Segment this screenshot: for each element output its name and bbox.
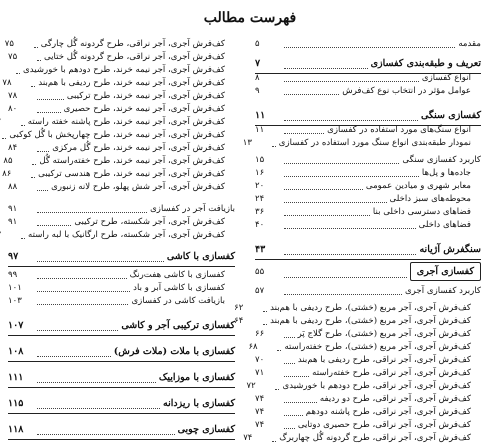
toc-entry-page: ۹۱: [8, 204, 18, 214]
toc-entry: [255, 367, 481, 380]
toc-entry: [3, 155, 235, 168]
toc-entry-page: ۱۱۱: [8, 372, 24, 383]
toc-entry: [8, 421, 235, 438]
toc-entry-title: کف‌فرش آجری، آجر نیمه خرند، طرح خفته‌راسته گُل: [39, 156, 225, 166]
toc-entry: [246, 380, 481, 393]
dot-leader: [284, 68, 368, 69]
toc-entry-title: کف‌فرش آجری، آجر نراقی، طرح گردونه گُل چهاربرگ: [279, 433, 471, 443]
dot-leader: [284, 428, 295, 429]
toc-entry-title: کف‌فرش آجری، آجر مربع (خشتی)، طرح ردیفی با هم‌بند: [270, 303, 471, 313]
toc-entry-page: ۷۸: [8, 91, 18, 101]
dot-leader: [284, 94, 339, 95]
toc-entry-title: کف‌فرش آجری، آجر نیمه خرند، طرح گُل مرکزی: [52, 143, 225, 153]
toc-entry-title: کف‌فرش آجری، آجر نراقی، طرح گردونه گُل ختایی: [43, 52, 225, 62]
toc-entry-title: نمودار طبقه‌بندی انواع سنگ مورد استفاده در کفسازی: [278, 138, 471, 148]
dot-leader: [284, 376, 309, 377]
dot-leader: [37, 330, 118, 331]
toc-entry-page: ۸۸: [8, 182, 18, 192]
toc-entry: [248, 341, 481, 354]
toc-entry-page: ۱۱: [255, 110, 266, 121]
toc-entry: [255, 72, 481, 85]
toc-entry-title: کف‌فرش آجری، آجر نیمه خرند، طرح حصیری: [63, 104, 225, 114]
toc-entry-page: ۷۱: [255, 368, 265, 378]
toc-entry-page: ۷۲: [246, 381, 256, 391]
dot-leader: [284, 277, 407, 278]
dot-leader: [284, 120, 418, 121]
toc-entry: [8, 116, 235, 129]
toc-entry-title: کاربرد کفسازی آجری: [404, 286, 481, 296]
toc-entry: [255, 167, 481, 180]
toc-entry: [255, 219, 481, 232]
toc-entry: [255, 393, 481, 406]
toc-entry-title: کف‌فرش آجری، آجر مربع (خشتی)، طرح ردیفی با هم‌بند: [270, 316, 471, 326]
toc-entry-page: ۸۰: [8, 104, 18, 114]
dot-leader: [284, 176, 419, 177]
toc-entry: [8, 369, 235, 386]
toc-entry: [8, 317, 235, 334]
toc-entry: [8, 343, 235, 360]
dot-leader: [37, 382, 156, 383]
toc-entry-title: کفسازی ترکیبی آجر و کاشی: [121, 320, 235, 331]
toc-entry-title: سنگفرش آژیانه: [419, 244, 481, 255]
toc-entry-page: ۸۵: [3, 156, 13, 166]
toc-entry-title: کف‌فرش آجری، آجر شکسته، طرح ترکیبی: [74, 217, 225, 227]
toc-entry-page: ۳۶: [255, 207, 265, 217]
dot-leader: [284, 189, 363, 190]
toc-entry: [255, 38, 481, 51]
toc-entry-title: کف‌فرش آجری، آجر نیمه خرند، طرح هندسی ترکیبی: [38, 169, 225, 179]
dot-leader: [34, 47, 38, 48]
dot-leader: [31, 86, 35, 87]
dot-leader: [37, 225, 71, 226]
toc-entry-title: کفسازی سنگی: [420, 110, 481, 121]
toc-entry-page: ۱۰۱: [8, 283, 22, 293]
section-underline: [255, 259, 481, 260]
toc-entry: [255, 193, 481, 206]
toc-entry: [8, 203, 235, 216]
toc-entry-page: ۷۵: [7, 52, 18, 62]
toc-entry: [255, 406, 481, 419]
toc-entry-title: انواع کفسازی: [421, 73, 471, 83]
dot-leader: [2, 138, 6, 139]
dot-leader: [284, 228, 416, 229]
toc-entry-title: کف‌فرش آجری، آجر نیمه خرند، طرح ترکیبی: [66, 91, 225, 101]
toc-entry-title: کف‌فرش آجری، آجر نراقی، طرح دو ردیفه: [319, 394, 471, 404]
toc-entry-page: ۱۱۵: [8, 398, 24, 409]
toc-entry: [8, 181, 235, 194]
toc-entry: [8, 103, 235, 116]
toc-entry: [255, 328, 481, 341]
dot-leader: [37, 151, 49, 152]
toc-entry-page: ۶۸: [248, 342, 258, 352]
dot-leader: [284, 415, 303, 416]
section-underline: [8, 439, 235, 440]
toc-entry-page: [0, 64, 13, 77]
toc-entry-title: کف‌فرش آجری، آجر نراقی، طرح پاشنه دودهم: [305, 407, 471, 417]
toc-entry: [2, 168, 235, 181]
toc-entry-page: ۶۴: [234, 316, 244, 326]
toc-entry-title: مقدمه: [458, 39, 481, 49]
toc-entry-page: [0, 116, 18, 129]
toc-entry-page: ۲۴: [255, 194, 265, 204]
dot-leader: [272, 146, 276, 147]
dot-leader: [284, 254, 416, 255]
toc-entry-title: کف‌فرش آجری، آجر نراقی، طرح گردونه گُل چارگی: [40, 39, 225, 49]
toc-entry: [255, 124, 481, 137]
dot-leader: [275, 389, 279, 390]
dot-leader: [284, 47, 455, 48]
dot-leader: [37, 356, 111, 357]
section-underline: [8, 387, 235, 388]
toc-entry: [234, 302, 481, 315]
toc-entry: [8, 229, 235, 242]
toc-entry-title: کف‌فرش آجری، آجر نراقی، طرح ردیفی با هم‌بند: [297, 355, 471, 365]
dot-leader: [284, 294, 402, 295]
toc-entry-title: کف‌فرش آجری، آجر شش پهلو، طرح لانه زنبوری: [51, 182, 225, 192]
toc-entry-page: ۷۴: [255, 420, 265, 430]
toc-entry-title: کفسازی با ریزدانه: [163, 398, 235, 409]
dot-leader: [284, 402, 317, 403]
dot-leader: [37, 190, 48, 191]
toc-entry: [8, 395, 235, 412]
section-underline: [8, 361, 235, 362]
toc-entry-title: تعریف و طبقه‌بندی کفسازی: [370, 58, 481, 69]
toc-entry-title: معابر شهری و میادین عمومی: [365, 181, 471, 191]
toc-entry: [8, 216, 235, 229]
toc-entry-title: کف‌فرش آجری، آجر شکسته، طرح ارگانیک با لبه راسته: [28, 230, 225, 240]
toc-entry-page: ۵: [255, 39, 260, 49]
section-underline: [8, 266, 235, 267]
toc-entry-page: ۷: [255, 58, 261, 69]
page-title: فهرست مطالب: [203, 10, 297, 26]
toc-entry: [255, 419, 481, 432]
toc-entry-page: ۹: [255, 86, 260, 96]
toc-entry-title: کف‌فرش آجری، آجر نراقی، طرح دودهم با خورشیدی: [282, 381, 471, 391]
toc-entry: [8, 90, 235, 103]
toc-entry-title: کفسازی با کاشی آبر و باد: [133, 283, 225, 293]
toc-entry-title: کفسازی با کاشی: [166, 251, 235, 262]
toc-entry-page: ۵۵: [255, 267, 265, 277]
toc-entry-page: ۱۵: [255, 155, 265, 165]
toc-entry-page: ۱۰۷: [8, 320, 24, 331]
toc-entry-page: ۱۱: [255, 125, 265, 135]
toc-entry-page: ۵۷: [255, 286, 265, 296]
toc-entry: [8, 282, 235, 295]
toc-entry-page: ۷۸: [2, 78, 12, 88]
toc-entry: [243, 432, 481, 445]
toc-entry-title: کف‌فرش آجری، آجر نیمه خرند، طرح دودهم با خورشیدی: [23, 65, 225, 75]
toc-entry-page: ۹۱: [8, 217, 18, 227]
section-underline: [8, 335, 235, 336]
toc-entry-page: ۸۴: [8, 143, 18, 153]
dot-leader: [37, 408, 160, 409]
toc-entry: [2, 77, 235, 90]
toc-entry-title: فضاهای داخلی: [418, 220, 471, 230]
dot-leader: [263, 324, 267, 325]
toc-entry: [8, 248, 235, 265]
dot-leader: [284, 202, 387, 203]
toc-entry: [242, 137, 481, 150]
toc-entry-page: ۷۴: [255, 394, 265, 404]
toc-entry: [8, 269, 235, 282]
toc-entry: [234, 315, 481, 328]
toc-entry-title: محوطه‌های سبز داخلی: [389, 194, 471, 204]
toc-entry-title: کفسازی با کاشی هفت‌رنگ: [129, 270, 225, 280]
toc-entry-title: کفسازی با ملات (ملات فرش): [113, 346, 235, 357]
toc-entry: [8, 295, 235, 308]
toc-entry-title: کفسازی چوبی: [177, 424, 235, 435]
dot-leader: [284, 163, 399, 164]
dot-leader: [31, 177, 35, 178]
toc-entry: [255, 241, 481, 258]
toc-entry: [255, 85, 481, 98]
dot-leader: [37, 212, 147, 213]
toc-entry-title: کف‌فرش آجری، آجر نیمه خرند، طرح پاشنه خفته راسته: [27, 117, 225, 127]
toc-entry-title: کف‌فرش آجری، آجر نیمه خرند، طرح چهارپخش با گُل کوکبی: [9, 130, 225, 140]
toc-entry-page: ۲۰: [255, 181, 265, 191]
dot-leader: [37, 99, 64, 100]
toc-entry-title: کف‌فرش آجری، آجر مربع (خشتی)، طرح خفته‌راسته: [284, 342, 471, 352]
toc-entry-title: کاربرد کفسازی سنگی: [402, 155, 481, 165]
toc-entry-page: ۸: [255, 73, 260, 83]
dot-leader: [284, 215, 370, 216]
toc-entry-page: ۱۶: [255, 168, 265, 178]
toc-entry: [255, 107, 481, 124]
toc-entry-title: کفسازی آجری: [410, 262, 481, 281]
toc-entry-page: ۷۴: [255, 407, 265, 417]
section-underline: [8, 413, 235, 414]
toc-entry-title: بازیافت کاشی در کفسازی: [131, 296, 225, 306]
toc-entry-page: ۱۰۳: [8, 296, 22, 306]
toc-entry: [8, 51, 235, 64]
toc-entry: [8, 64, 235, 77]
dot-leader: [284, 363, 295, 364]
toc-entry-page: ۹۷: [8, 251, 19, 262]
toc-entry-page: ۶۶: [255, 329, 265, 339]
toc-entry-page: ۷۴: [243, 433, 253, 443]
toc-left-column: [2, 38, 235, 438]
toc-right-column: [234, 38, 481, 445]
dot-leader: [16, 73, 20, 74]
toc-entry-title: کفسازی با موزاییک: [158, 372, 235, 383]
toc-entry: [4, 38, 235, 51]
toc-entry: [255, 154, 481, 167]
dot-leader: [37, 60, 41, 61]
toc-entry: [255, 206, 481, 219]
toc-entry-title: بازیافت آجر در کفسازی: [150, 204, 235, 214]
toc-entry: [8, 142, 235, 155]
dot-leader: [32, 164, 36, 165]
toc-entry-title: کف‌فرش آجری، آجر نراقی، طرح حصیری دوتایی: [297, 420, 471, 430]
dot-leader: [37, 291, 130, 292]
dot-leader: [21, 125, 25, 126]
dot-leader: [21, 238, 25, 239]
dot-leader: [37, 261, 164, 262]
toc-entry-page: ۱۰۸: [8, 346, 24, 357]
toc-entry: [255, 264, 481, 281]
toc-entry: [255, 285, 481, 298]
toc-entry-page: ۱۳: [242, 138, 253, 148]
toc-entry-title: عوامل مؤثر در انتخاب نوع کف‌فرش: [342, 86, 471, 96]
toc-entry-page: ۶۲: [234, 303, 244, 313]
dot-leader: [272, 441, 276, 442]
toc-entry-page: ۴۳: [255, 244, 266, 255]
dot-leader: [37, 278, 127, 279]
toc-entry: [255, 180, 481, 193]
dot-leader: [37, 304, 128, 305]
toc-entry-title: فضاهای دسترسی داخلی بنا: [372, 207, 471, 217]
toc-entry-title: انواع سنگ‌های مورد استفاده در کفسازی: [327, 125, 471, 135]
toc-entry-page: ۷۵: [4, 39, 14, 49]
toc-entry-page: ۸۶: [2, 169, 12, 179]
toc-entry-page: ۱۱۸: [8, 424, 24, 435]
toc-entry-title: کف‌فرش آجری، آجر نراقی، طرح خفته‌راسته: [312, 368, 471, 378]
dot-leader: [263, 311, 267, 312]
toc-entry-page: [0, 229, 18, 242]
dot-leader: [284, 337, 295, 338]
toc-entry-page: ۹۹: [8, 270, 18, 280]
toc-entry: [255, 55, 481, 72]
toc-entry-page: ۴۰: [255, 220, 265, 230]
dot-leader: [37, 112, 61, 113]
toc-entry-title: کف‌فرش آجری، آجر مربع (خشتی)، طرح گلاج پَر: [297, 329, 471, 339]
dot-leader: [284, 133, 324, 134]
dot-leader: [277, 350, 281, 351]
toc-entry: [8, 129, 235, 142]
toc-entry-title: جاده‌ها و پل‌ها: [421, 168, 471, 178]
toc-entry: [255, 354, 481, 367]
dot-leader: [284, 81, 419, 82]
toc-entry-title: کف‌فرش آجری، آجر نیمه خرند، طرح ردیفی با هم‌بند: [38, 78, 225, 88]
dot-leader: [37, 434, 175, 435]
toc-entry-page: ۷۰: [255, 355, 265, 365]
